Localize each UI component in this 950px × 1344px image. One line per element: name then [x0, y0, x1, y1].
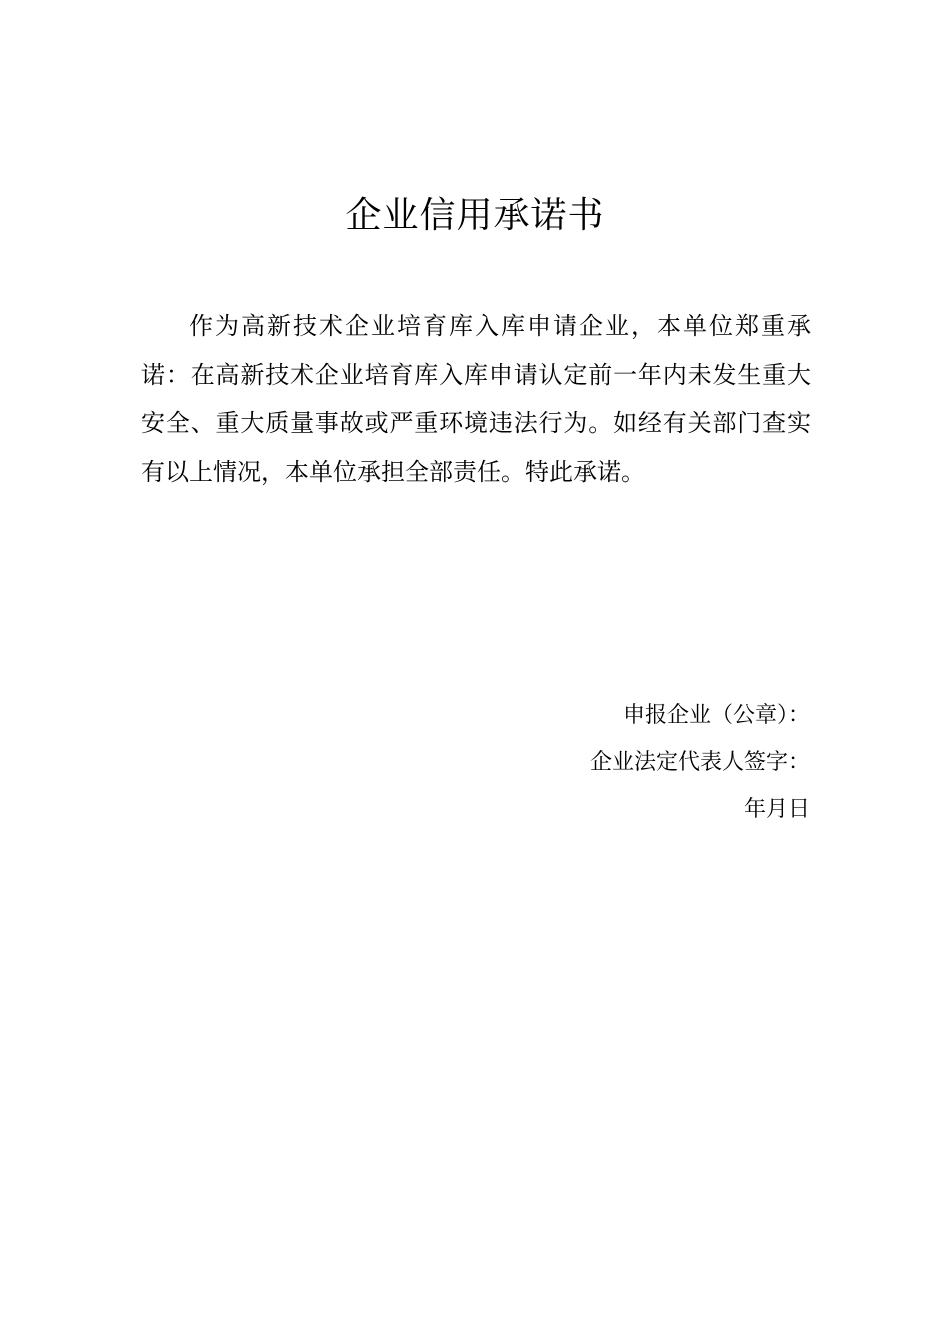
commitment-paragraph: 作为高新技术企业培育库入库申请企业，本单位郑重承诺：在高新技术企业培育库入库申请认定前一年内未发生重大安全、重大质量事故或严重环境违法行为。如经有关部门查实有以上情况，本单位承担全部责任。特此承诺。 — [141, 312, 811, 486]
legal-representative-signature-label: 企业法定代表人签字： — [589, 750, 810, 775]
date-label: 年月日 — [743, 797, 810, 822]
company-seal-label: 申报企业（公章）： — [622, 703, 810, 728]
document-title: 企业信用承诺书 — [345, 195, 605, 236]
